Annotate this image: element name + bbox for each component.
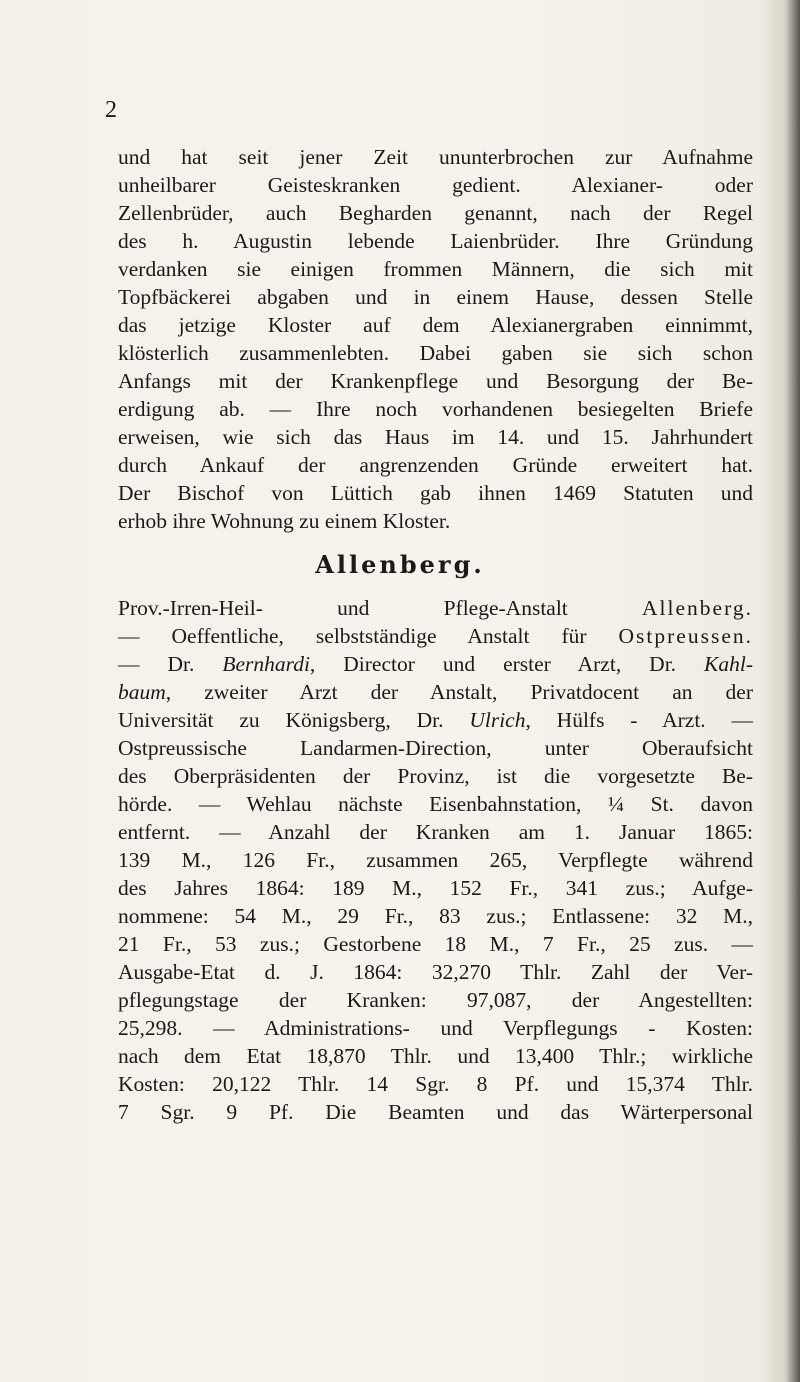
section-heading: Allenberg. bbox=[315, 550, 485, 579]
text-line: Ostpreussische Landarmen-Direction, unter Oberaufsicht bbox=[118, 736, 753, 760]
text-line: Der Bischof von Lüttich gab ihnen 1469 Statuten und bbox=[118, 481, 753, 505]
text-line: klösterlich zusammenlebten. Dabei gaben sie sich schon bbox=[118, 341, 753, 365]
text-line: erweisen, wie sich das Haus im 14. und 15. Jahrhundert bbox=[118, 425, 753, 449]
text-line: 25,298. — Administrations- und Verpflegungs - Kosten: bbox=[118, 1016, 753, 1040]
page-number: 2 bbox=[105, 97, 117, 123]
text-line: entfernt. — Anzahl der Kranken am 1. Januar 1865: bbox=[118, 820, 753, 844]
text-line: Topfbäckerei abgaben und in einem Hause, dessen Stelle bbox=[118, 285, 753, 309]
text-line: und hat seit jener Zeit ununterbrochen zur Aufnahme bbox=[118, 145, 753, 169]
text-line: erhob ihre Wohnung zu einem Kloster. bbox=[118, 509, 451, 533]
text-line: des Oberpräsidenten der Provinz, ist die vorgesetzte Be- bbox=[118, 764, 753, 788]
text-line: pflegungstage der Kranken: 97,087, der Angestellten: bbox=[118, 988, 753, 1012]
text-line: hörde. — Wehlau nächste Eisenbahnstation, ¼ St. davon bbox=[118, 792, 753, 816]
text-line: Universität zu Königsberg, Dr. Ulrich, Hülfs - Arzt. — bbox=[118, 708, 753, 732]
text-line: — Dr. Bernhardi, Director und erster Arzt, Dr. Kahl- bbox=[118, 652, 754, 676]
text-line: — Oeffentliche, selbstständige Anstalt für Ostpreussen. bbox=[118, 624, 753, 648]
text-line: Anfangs mit der Krankenpflege und Besorgung der Be- bbox=[118, 369, 753, 393]
text-line: verdanken sie einigen frommen Männern, die sich mit bbox=[118, 257, 753, 281]
text-line: baum, zweiter Arzt der Anstalt, Privatdocent an der bbox=[118, 680, 753, 704]
text-line: unheilbarer Geisteskranken gedient. Alexianer- oder bbox=[118, 173, 753, 197]
text-line: das jetzige Kloster auf dem Alexianergraben einnimmt, bbox=[118, 313, 753, 337]
text-line: Kosten: 20,122 Thlr. 14 Sgr. 8 Pf. und 15,374 Thlr. bbox=[118, 1072, 753, 1096]
page-edge-shadow bbox=[786, 0, 800, 1382]
text-line: erdigung ab. — Ihre noch vorhandenen besiegelten Briefe bbox=[118, 397, 753, 421]
text-line: 21 Fr., 53 zus.; Gestorbene 18 M., 7 Fr., 25 zus. — bbox=[118, 932, 753, 956]
text-line: Prov.-Irren-Heil- und Pflege-Anstalt Allenberg. bbox=[118, 596, 753, 620]
text-line: nommene: 54 M., 29 Fr., 83 zus.; Entlassene: 32 M., bbox=[118, 904, 753, 928]
text-line: 139 M., 126 Fr., zusammen 265, Verpflegte während bbox=[118, 848, 753, 872]
text-line: durch Ankauf der angrenzenden Gründe erweitert hat. bbox=[118, 453, 753, 477]
text-line: Zellenbrüder, auch Begharden genannt, nach der Regel bbox=[118, 201, 753, 225]
text-line: 7 Sgr. 9 Pf. Die Beamten und das Wärterpersonal bbox=[118, 1100, 753, 1124]
text-line: nach dem Etat 18,870 Thlr. und 13,400 Thlr.; wirkliche bbox=[118, 1044, 753, 1068]
text-line: des Jahres 1864: 189 M., 152 Fr., 341 zus.; Aufge- bbox=[118, 876, 753, 900]
text-line: Ausgabe-Etat d. J. 1864: 32,270 Thlr. Zahl der Ver- bbox=[118, 960, 753, 984]
text-line: des h. Augustin lebende Laienbrüder. Ihre Gründung bbox=[118, 229, 753, 253]
